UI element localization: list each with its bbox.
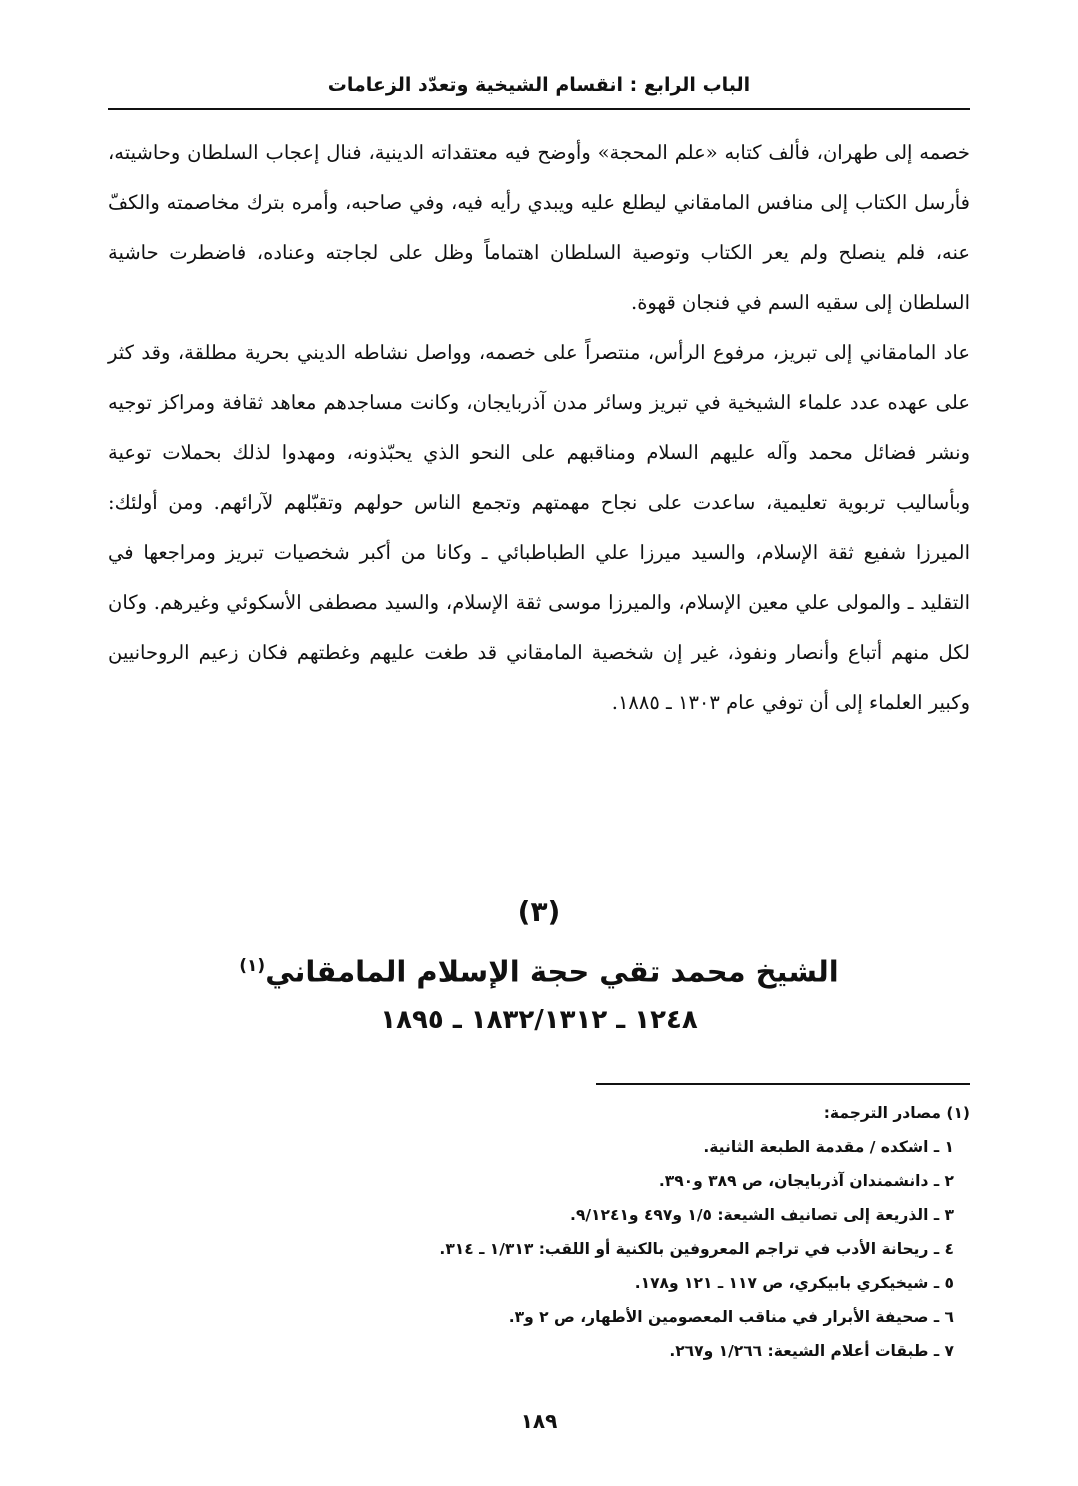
footnote-divider: [596, 1083, 970, 1085]
footnote-heading: (١) مصادر الترجمة:: [823, 1104, 970, 1122]
paragraph-2: عاد المامقاني إلى تبريز، مرفوع الرأس، منتصراً على خصمه، وواصل نشاطه الديني بحرية مطلقة، وقد كثر على عهده عدد علماء الشيخية في تبريز وسائر مدن آذربايجان، وكانت مساجدهم معاهد ثقافة ومراكز توجيه ونشر فضائل محمد وآله عليهم السلام ومناقبهم على النحو الذي يحبّذونه، ومهدوا لذلك بحملات توعية وبأساليب تربوية تعليمية، ساعدت على نجاح مهمتهم وتجمع الناس حولهم وتقبّلهم لآرائهم. ومن أولئك: الميرزا شفيع ثقة الإسلام، والسيد ميرزا علي الطباطبائي ـ وكانا من أكبر شخصيات تبريز ومراجعها في التقليد ـ والمولى علي معين الإسلام، والميرزا موسى ثقة الإسلام، والسيد مصطفى الأسكوئي وغيرهم. وكان لكل منهم أتباع وأنصار ونفوذ، غير إن شخصية المامقاني قد طغت عليهم وغطتهم فكان زعيم الروحانيين وكبير العلماء إلى أن توفي عام ١٣٠٣ ـ ١٨٨٥.: [108, 341, 970, 714]
footnote-item: ٢ ـ دانشمندان آذربايجان، ص ٣٨٩ و٣٩٠.: [658, 1172, 954, 1190]
footnote-item: ٥ ـ شيخيكري بابيكري، ص ١١٧ ـ ١٢١ و١٧٨.: [634, 1274, 954, 1292]
paragraph-1: خصمه إلى طهران، فألف كتابه «علم المحجة» وأوضح فيه معتقداته الدينية، فنال إعجاب السلطان وحاشيته، فأرسل الكتاب إلى منافس المامقاني ليطلع عليه ويبدي رأيه فيه، وفي صاحبه، وأمره بترك مخاصمته والكفّ عنه، فلم ينصلح ولم يعر الكتاب وتوصية السلطان اهتماماً وظل على لجاجته وعناده، فاضطرت حاشية السلطان إلى سقيه السم في فنجان قهوة.: [108, 141, 970, 314]
footnote-item: ٤ ـ ريحانة الأدب في تراجم المعروفين بالكنية أو اللقب: ١/٣١٣ ـ ٣١٤.: [439, 1240, 954, 1258]
body-text: [108, 128, 970, 728]
running-header: الباب الرابع : انقسام الشيخية وتعدّد الزعامات: [327, 74, 751, 96]
section-number: (٣): [517, 895, 561, 928]
footnote-item: ١ ـ اشكده / مقدمة الطبعة الثانية.: [703, 1138, 954, 1156]
footnote-item: ٦ ـ صحيفة الأبرار في مناقب المعصومين الأطهار، ص ٢ و٣.: [508, 1308, 954, 1326]
footnotes: [108, 1096, 970, 1368]
section-title-text: الشيخ محمد تقي حجة الإسلام المامقاني: [265, 954, 839, 989]
footnote-item: ٧ ـ طبقات أعلام الشيعة: ١/٢٦٦ و٢٦٧.: [669, 1342, 954, 1360]
footnote-marker: (١): [239, 956, 266, 976]
footnote-item: ٣ ـ الذريعة إلى تصانيف الشيعة: ١/٥ و٤٩٧ و٩/١٢٤١.: [570, 1206, 954, 1224]
header-divider: [108, 108, 970, 110]
section-dates: ١٢٤٨ ـ ١٨٣٢/١٣١٢ ـ ١٨٩٥: [380, 1005, 698, 1035]
footnote-list: [108, 1130, 970, 1368]
page-number: ١٨٩: [520, 1409, 558, 1433]
